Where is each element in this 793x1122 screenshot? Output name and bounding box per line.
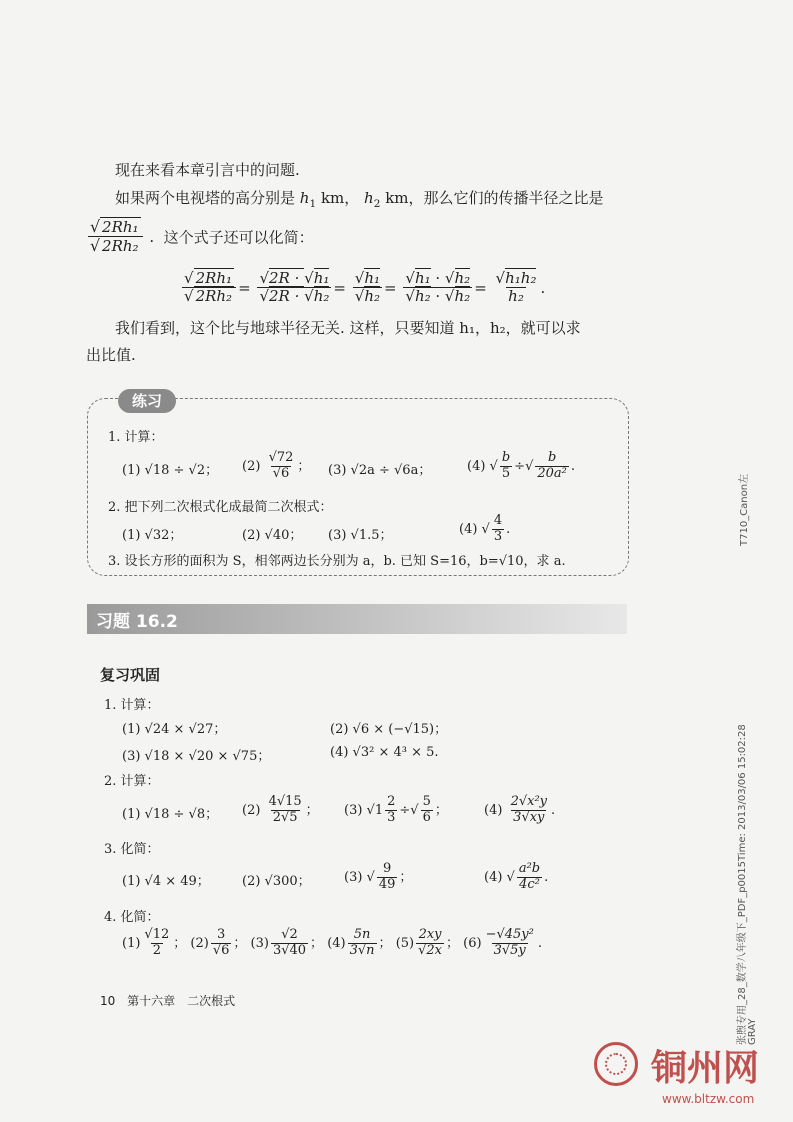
practice-q2: 2. 把下列二次根式化成最简二次根式： [108, 500, 333, 515]
logo-emblem-inner [605, 1053, 627, 1075]
exercise-4: 4. 化简： [104, 910, 160, 925]
exercise-2-1: (1) √18 ÷ √8； [122, 807, 219, 822]
practice-q2-items [122, 513, 617, 550]
practice-q1-4: (4) √ $\frac{b}{5}$ ÷√ $\frac{b}{\text{20a²}}$ . [467, 450, 576, 481]
practice-q3: 3. 设长方形的面积为 S，相邻两边长分别为 a，b. 已知 S=16，b=√10，求 a. [108, 554, 566, 569]
eq-term-1: $\frac{\text{√ 2Rh₁}}{\text{√ 2Rh₂}}$ [182, 270, 236, 306]
exercise-3-items [122, 862, 602, 896]
exercise-4-items: (1) $\frac{√12}{2}$ ； (2) $\frac{3}{√6}$ ； (3) $\frac{√2}{3√40}$ ； (4) $\frac{5n}{3√n}$ ； (5) $\frac{2xy}{√2x}$ ； (6) $\frac{\text{−√45y²}}{3√5y}$ . [122, 927, 542, 958]
exercise-3-4: (4) √ $\frac{\text{a²b}}{\text{4c²}}$ . [484, 861, 549, 892]
practice-label: 练习 [118, 389, 176, 413]
intro-paragraph-5: 出比值. [86, 346, 136, 364]
side-label-bottom: 张煦专用_28_数学八年级下_PDF_p0015Time: 2013/03/06 15:02:28 [737, 724, 748, 1045]
exercise-1: 1. 计算： [104, 698, 160, 713]
exercise-2-3: (3) √1 $\frac{2}{3}$ ÷√ $\frac{5}{6}$ ； [344, 794, 448, 825]
intro-paragraph-2: 如果两个电视塔的高分别是 $h_1$ km， $h_2$ km，那么它们的传播半径之比是 [115, 189, 604, 210]
exercise-3-3: (3) √ $\frac{9}{49}$ ； [344, 861, 413, 892]
eq-term-4: $\frac{\text{√h₁ · √h₂}}{\text{√h₂ · √h₂}}$ [405, 269, 471, 306]
exercise-1-4: (4) √3² × 4³ × 5. [330, 745, 439, 760]
exercise-3-2: (2) √300； [242, 874, 311, 889]
simplification-equation: $\frac{\text{√ 2Rh₁}}{\text{√ 2Rh₂}}$ = $\frac{\text{√2R · √h₁}}{\text{√2R · √h₂}}$ = $\frac{\text{√h₁}}{\text{√h₂}}$ = $\frac{\text{√h₁ · √h₂}}{\text{√h₂ · √h₂}}$ = $\frac{\text{√h₁h₂}}{\text{h₂}}$ . [184, 269, 546, 306]
side-label-gray: GRAY [747, 1018, 758, 1045]
exercise-title: 习题 16.2 [96, 612, 178, 632]
intro-paragraph-1: 现在来看本章引言中的问题. [115, 161, 300, 179]
logo-url: www.bltzw.com [662, 1092, 755, 1106]
ratio-fraction: $\frac{\text{√ 2Rh₁}}{\text{√ 2Rh₂}}$ [88, 218, 143, 256]
practice-q2-1: (1) √32； [122, 528, 183, 543]
exercise-1-3: (3) √18 × √20 × √75； [122, 749, 271, 764]
exercise-3: 3. 化简： [104, 842, 160, 857]
exercise-3-1: (1) √4 × 49； [122, 874, 210, 889]
ratio-expression: $\frac{\text{√ 2Rh₁}}{\text{√ 2Rh₂}}$ . 这个式子还可以化简： [90, 217, 314, 256]
side-label-top: T710_Canon左 [739, 473, 750, 546]
footer [100, 992, 235, 1009]
practice-q1: 1. 计算： [108, 430, 164, 445]
practice-q2-4: (4) √ $\frac{4}{3}$ . [459, 513, 511, 544]
practice-q2-3: (3) √1.5； [328, 528, 393, 543]
exercise-2-items [122, 795, 602, 829]
exercise-2-2: (2) $\frac{4√15}{2√5}$ ； [242, 794, 319, 825]
exercise-2-4: (4) $\frac{\text{2√x²y}}{3√xy}$ . [484, 794, 556, 825]
page-number: 10 [100, 994, 116, 1008]
exercise-1-2: (2) √6 × (−√15)； [330, 722, 448, 737]
logo-name: 铜州网 [651, 1047, 760, 1089]
practice-q1-3: (3) √2a ÷ √6a； [328, 463, 432, 478]
intro-paragraph-4: 我们看到，这个比与地球半径无关. 这样，只要知道 h₁，h₂，就可以求 [115, 319, 581, 337]
practice-q1-2: (2) $\frac{√72}{√6}$ ； [242, 450, 311, 481]
section-title: 复习巩固 [100, 666, 161, 684]
exercise-2: 2. 计算： [104, 774, 160, 789]
exercise-1-1: (1) √24 × √27； [122, 722, 227, 737]
chapter-title: 第十六章 二次根式 [127, 994, 236, 1008]
eq-term-2: $\frac{\text{√2R · √h₁}}{\text{√2R · √h₂}}$ [259, 269, 330, 306]
eq-term-5: $\frac{\text{√h₁h₂}}{\text{h₂}}$ [495, 269, 537, 306]
practice-q2-2: (2) √40； [242, 528, 303, 543]
eq-term-3: $\frac{\text{√h₁}}{\text{√h₂}}$ [354, 269, 381, 306]
practice-q1-1: (1) √18 ÷ √2； [122, 463, 219, 478]
